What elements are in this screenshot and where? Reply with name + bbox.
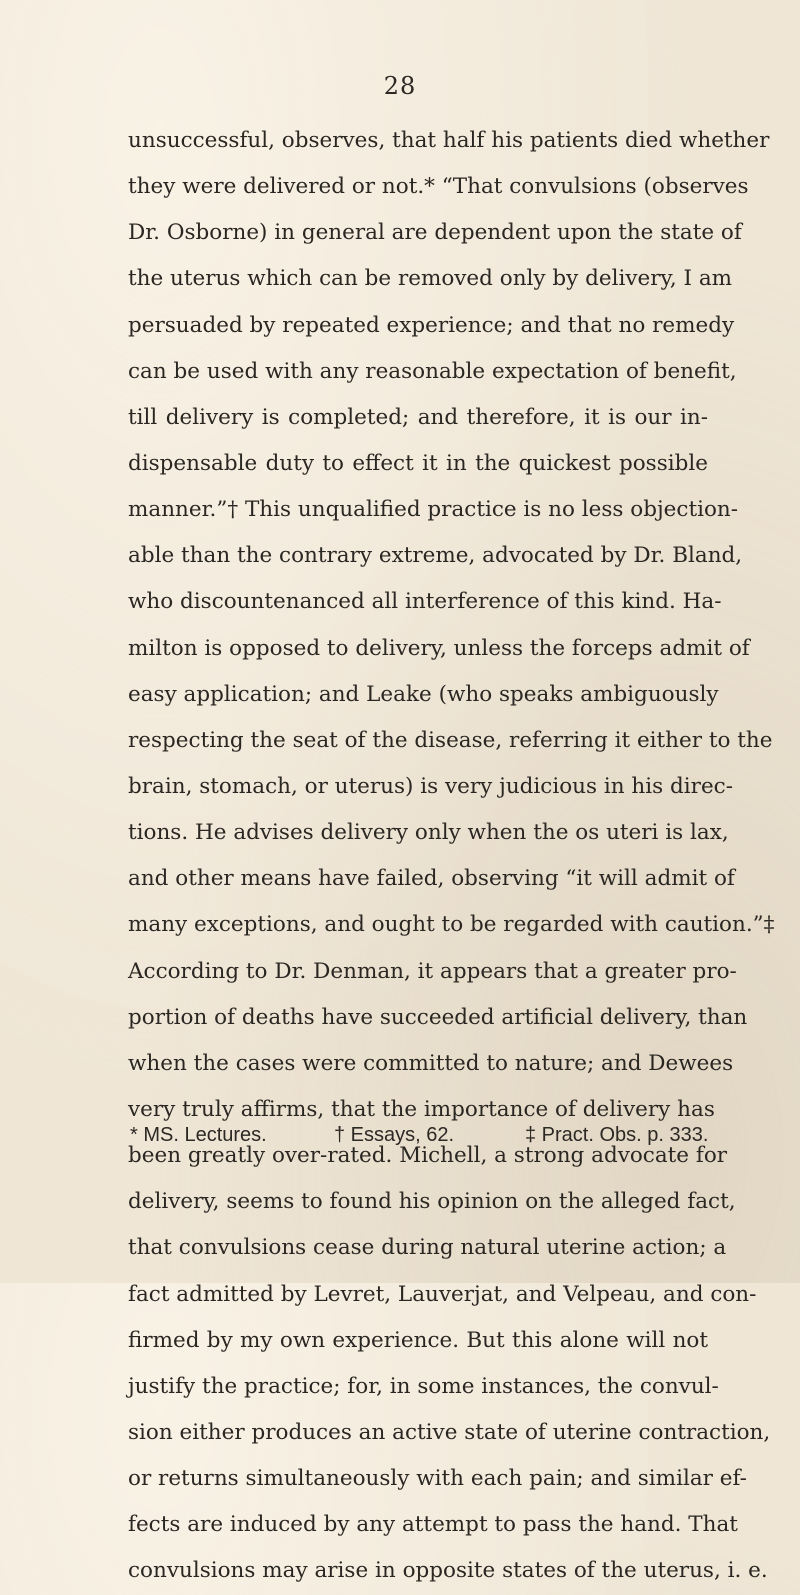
text-line: manner.”† This unqualified practice is no less objection-: [128, 497, 739, 523]
text-line: dispensable duty to effect it in the quickest possible: [128, 450, 708, 476]
text-line: been greatly over-rated. Michell, a strong advocate for: [128, 1143, 728, 1169]
text-line: respecting the seat of the disease, referring it either to the: [128, 727, 773, 753]
text-line: delivery, seems to found his opinion on the alleged fact,: [128, 1189, 736, 1215]
text-line: very truly affirms, that the importance of delivery has: [128, 1096, 715, 1122]
page-number: 28: [383, 72, 417, 100]
text-line: portion of deaths have succeeded artificial delivery, than: [128, 1004, 748, 1030]
text-line: they were delivered or not.* “That convulsions (observes: [128, 174, 749, 200]
footnotes: [130, 1124, 710, 1164]
text-line: that convulsions cease during natural uterine action; a: [128, 1235, 727, 1261]
text-line: or returns simultaneously with each pain; and similar ef-: [128, 1466, 747, 1492]
text-line: who discountenanced all interference of this kind. Ha-: [128, 589, 722, 615]
body-text: [128, 118, 775, 1595]
text-line: convulsions may arise in opposite states of the uterus, i. e.: [128, 1558, 768, 1584]
text-line: can be used with any reasonable expectation of benefit,: [128, 358, 737, 384]
footnote: † Essays, 62.: [334, 1124, 455, 1146]
text-line: many exceptions, and ought to be regarded with caution.”‡: [128, 912, 775, 938]
text-line: able than the contrary extreme, advocated by Dr. Bland,: [128, 543, 743, 569]
text-line: According to Dr. Denman, it appears that a greater pro-: [128, 958, 737, 984]
text-line: when the cases were committed to nature; and Dewees: [128, 1050, 734, 1076]
footnote: ‡ Pract. Obs. p. 333.: [525, 1124, 709, 1146]
text-line: the uterus which can be removed only by delivery, I am: [128, 266, 733, 292]
text-line: fact admitted by Levret, Lauverjat, and Velpeau, and con-: [128, 1281, 757, 1307]
text-line: fects are induced by any attempt to pass the hand. That: [128, 1512, 738, 1538]
text-line: justify the practice; for, in some instances, the convul-: [128, 1373, 719, 1399]
text-line: firmed by my own experience. But this alone will not: [128, 1327, 708, 1353]
text-line: Dr. Osborne) in general are dependent upon the state of: [128, 220, 742, 246]
text-line: brain, stomach, or uterus) is very judicious in his direc-: [128, 773, 733, 799]
text-line: milton is opposed to delivery, unless the forceps admit of: [128, 635, 750, 661]
text-line: easy application; and Leake (who speaks ambiguously: [128, 681, 719, 707]
text-line: and other means have failed, observing “it will admit of: [128, 866, 735, 892]
text-line: till delivery is completed; and therefore, it is our in-: [128, 404, 708, 430]
text-line: unsuccessful, observes, that half his patients died whether: [128, 128, 770, 153]
text-line: sion either produces an active state of uterine contraction,: [128, 1419, 771, 1445]
text-line: tions. He advises delivery only when the os uteri is lax,: [128, 820, 729, 846]
text-line: persuaded by repeated experience; and that no remedy: [128, 312, 735, 338]
footnote: * MS. Lectures.: [130, 1124, 267, 1146]
